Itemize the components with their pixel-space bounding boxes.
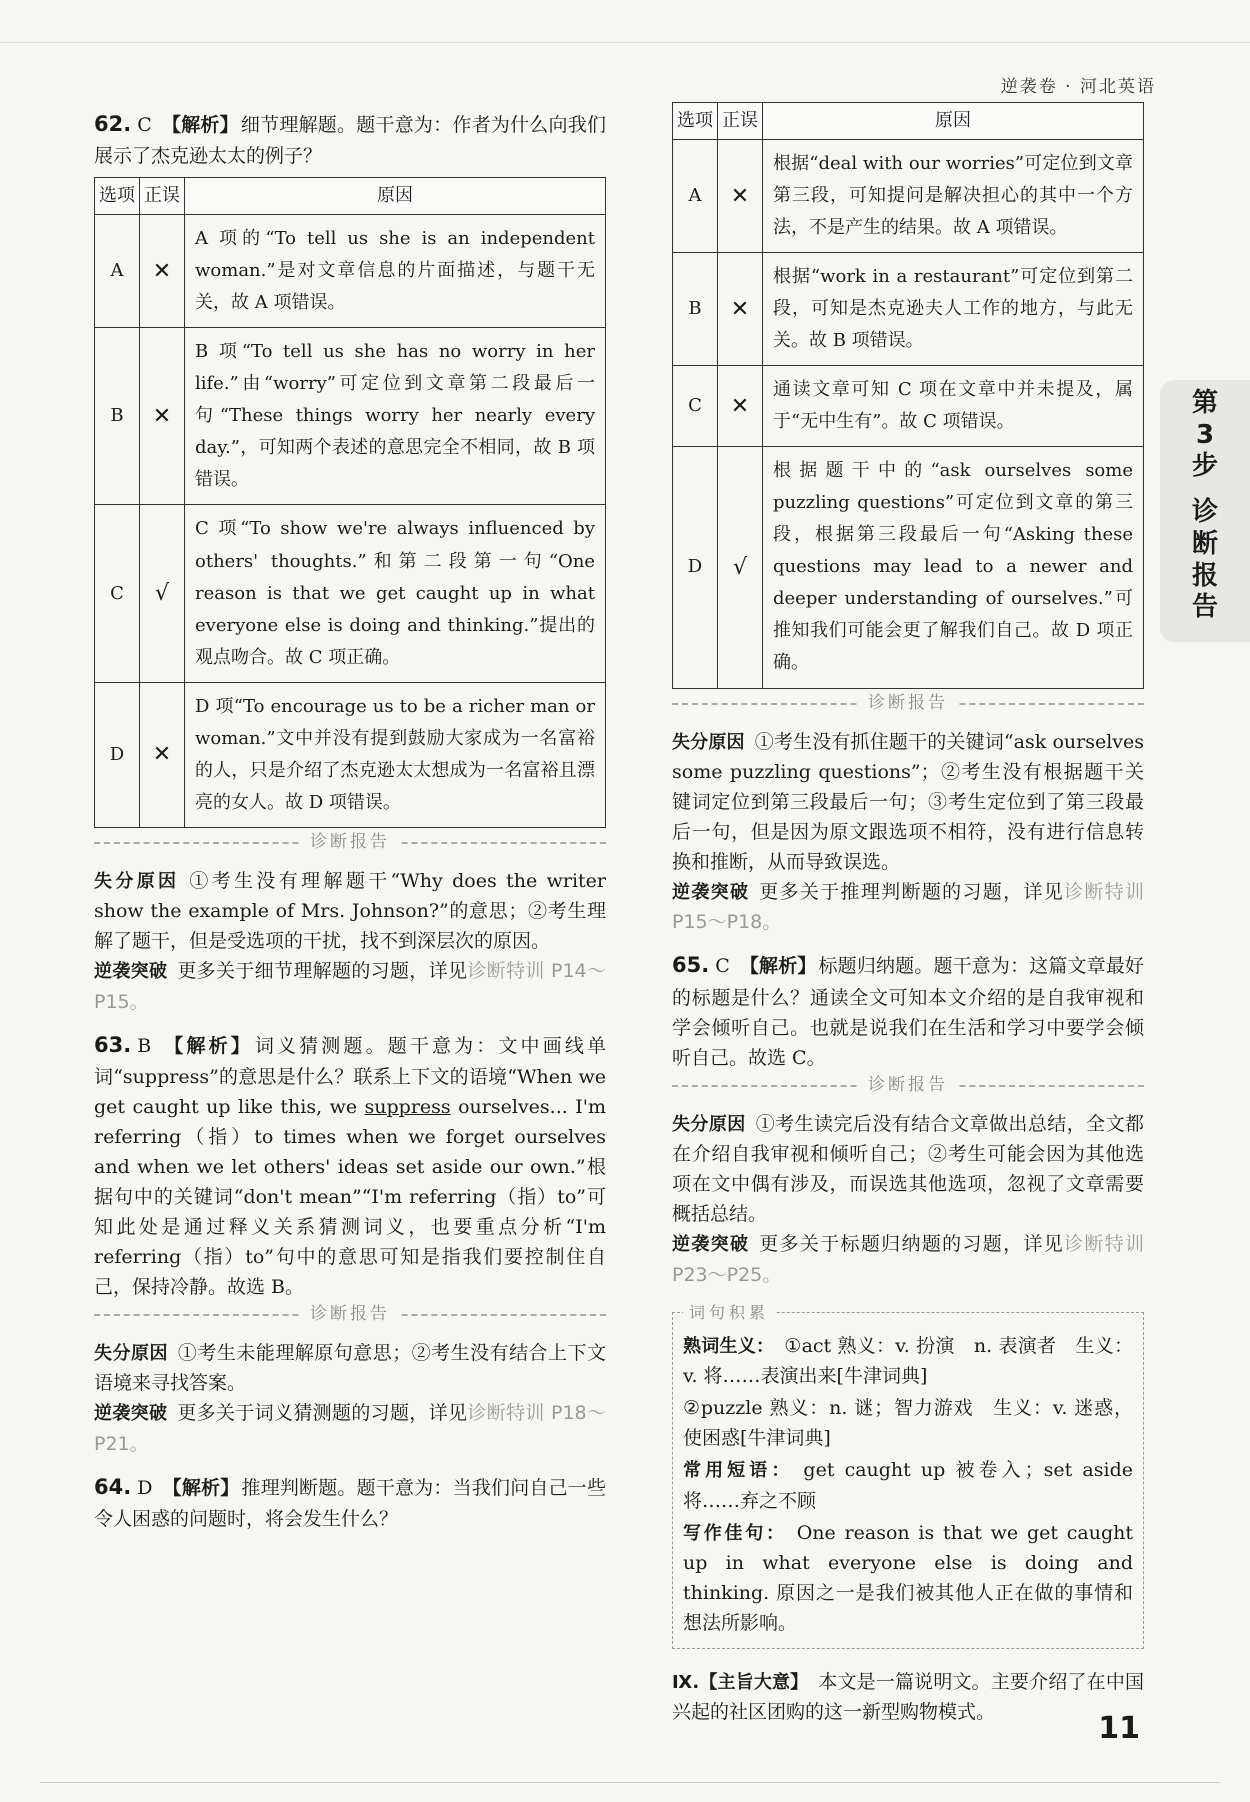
verdict-cell: ✕ — [718, 253, 763, 366]
verdict-cell: ✕ — [718, 366, 763, 447]
left-column — [94, 108, 606, 1538]
running-header: 逆袭卷 · 河北英语 — [1000, 77, 1156, 97]
reference-link: 诊断特训 P15～P18。 — [672, 881, 1144, 934]
section-ix-lead: Ⅸ.【主旨大意】 — [672, 1672, 809, 1694]
diagnosis-divider — [94, 831, 606, 866]
diagnosis-title: 诊断报告 — [860, 690, 956, 717]
diagnosis-divider — [672, 692, 1144, 727]
breakthrough-text: 更多关于词义猜测题的习题，详见 — [177, 1402, 468, 1425]
table-row — [95, 328, 606, 505]
question-62 — [94, 108, 606, 1017]
question-number: 62. — [94, 112, 132, 136]
option-cell: D — [673, 447, 718, 688]
bottom-rule — [40, 1782, 1220, 1783]
loss-label: 失分原因 — [672, 731, 745, 753]
section-ix-text: 本文是一篇说明文。主要介绍了在中国兴起的社区团购的这一新型购物模式。 — [672, 1671, 1144, 1724]
option-cell: A — [95, 215, 140, 328]
header-option: 选项 — [95, 178, 140, 215]
answer-letter: C — [137, 114, 152, 136]
options-table-64 — [672, 102, 1144, 689]
question-text: 推理判断题。题干意为：当我们问自己一些令人困惑的问题时，将会发生什么？ — [94, 1476, 606, 1531]
vocab-label-meanings: 熟词生义： — [683, 1335, 775, 1357]
question-text-cont: ourselves... I'm referring（指）to times when we forget ourselves and when we let others' ideas set aside our own.”根据句中的关键词“don't mean”“I'm referring（指）to”可知此处是通过释义关系猜测词义，也要重点分析“I'm referring（指）to”句中的意思可知是指我们要控制住自己，保持冷静。故选 B。 — [94, 1095, 606, 1298]
vocab-label-sentence: 写作佳句： — [683, 1522, 787, 1544]
breakthrough-label: 逆袭突破 — [672, 882, 750, 903]
header-option: 选项 — [673, 103, 718, 140]
option-cell: B — [673, 253, 718, 366]
page-number: 11 — [1098, 1711, 1140, 1746]
loss-label: 失分原因 — [94, 870, 180, 892]
diagnosis-report — [672, 1074, 1144, 1290]
section-ix-summary — [672, 1667, 1144, 1727]
loss-text: ①考生未能理解原句意思；②考生没有结合上下文语境来寻找答案。 — [94, 1341, 606, 1395]
diagnosis-title: 诊断报告 — [302, 1301, 398, 1328]
table-header-row — [673, 103, 1144, 140]
question-65 — [672, 949, 1144, 1289]
analysis-tag: 【解析】 — [161, 114, 239, 136]
reference-link: 诊断特训 P23～P25。 — [672, 1233, 1144, 1286]
question-text: 标题归纳题。题干意为：这篇文章最好的标题是什么？通读全文可知本文介绍的是自我审视和学会倾听自己。也就是说我们在生活和学习中要学会倾听自己。故选 C。 — [672, 955, 1144, 1069]
reason-cell: D 项“To encourage us to be a richer man or woman.”文中并没有提到鼓励大家成为一名富裕的人，只是介绍了杰克逊太太想成为一名富裕且漂亮的女人。故 D 项错误。 — [185, 682, 606, 827]
table-header-row — [95, 178, 606, 215]
reason-cell: 根据题干中的“ask ourselves some puzzling questions”可定位到文章的第三段，根据第三段最后一句“Asking these questions may lead to a newer and deeper understanding of ourselves.”可推知我们可能会更了解我们自己。故 D 项正确。 — [763, 447, 1144, 688]
verdict-cell: ✕ — [718, 140, 763, 253]
vocabulary-box — [672, 1302, 1144, 1649]
analysis-tag: 【解析】 — [739, 955, 817, 978]
breakthrough-text: 更多关于细节理解题的习题，详见 — [177, 960, 468, 983]
table-row — [673, 140, 1144, 253]
header-reason: 原因 — [763, 103, 1144, 140]
verdict-cell: ✕ — [140, 682, 185, 827]
option-cell: D — [95, 682, 140, 827]
breakthrough-label: 逆袭突破 — [94, 961, 168, 983]
reference-link: 诊断特训 P14～P15。 — [94, 960, 606, 1013]
loss-text: ①考生读完后没有结合文章做出总结，全文都在介绍自我审视和倾听自己；②考生可能会因为其他选项在文中偶有涉及，而误选其他选项，忽视了文章需要概括总结。 — [672, 1112, 1144, 1226]
reason-cell: 根据“deal with our worries”可定位到文章第三段，可知提问是解决担心的其中一个方法，不是产生的结果。故 A 项错误。 — [763, 140, 1144, 253]
verdict-cell: √ — [718, 447, 763, 688]
question-64 — [94, 1471, 606, 1534]
right-column — [672, 108, 1144, 1727]
vocab-line: ①act 熟义：v. 扮演 n. 表演者 生义：v. 将……表演出来[牛津词典] — [683, 1334, 1133, 1388]
breakthrough-text: 更多关于标题归纳题的习题，详见 — [759, 1233, 1065, 1256]
vocab-line: get caught up 被卷入；set aside 将……弃之不顾 — [683, 1459, 1133, 1512]
question-number: 65. — [672, 953, 710, 978]
breakthrough-label: 逆袭突破 — [94, 1403, 168, 1425]
reason-cell: B 项“To tell us she has no worry in her life.”由“worry”可定位到文章第二段最后一句“These things worry her nearly every day.”，可知两个表述的意思完全不相同，故 B 项错误。 — [185, 328, 606, 505]
diagnosis-title: 诊断报告 — [302, 829, 398, 856]
verdict-cell: ✕ — [140, 328, 185, 505]
option-cell: B — [95, 328, 140, 505]
side-step-tab — [1160, 380, 1250, 642]
question-text: 细节理解题。题干意为：作者为什么向我们展示了杰克逊太太的例子？ — [94, 114, 606, 168]
vocabulary-title: 词句积累 — [683, 1300, 775, 1325]
table-row — [95, 505, 606, 682]
question-text: 词义猜测题。题干意为：文中画线单词“suppress”的意思是什么？联系上下文的语境“When we get caught up like this, we — [94, 1034, 606, 1118]
table-row — [673, 447, 1144, 688]
reference-link: 诊断特训 P18～P21。 — [94, 1402, 606, 1455]
vocab-label-phrases: 常用短语： — [683, 1460, 794, 1482]
diagnosis-report — [94, 831, 606, 1017]
analysis-tag: 【解析】 — [162, 1476, 240, 1499]
table-row — [95, 215, 606, 328]
table-row — [673, 366, 1144, 447]
vocab-line: One reason is that we get caught up in what everyone else is doing and thinking. 原因之一是我们被其他人正在做的事情和想法所影响。 — [683, 1521, 1134, 1635]
answer-letter: C — [715, 955, 730, 978]
loss-text: ①考生没有理解题干“Why does the writer show the example of Mrs. Johnson?”的意思；②考生理解了题干，但是受选项的干扰，找不到深层次的原因。 — [94, 869, 606, 953]
option-cell: C — [95, 505, 140, 682]
answer-letter: D — [137, 1476, 153, 1499]
reason-cell: C 项“To show we're always influenced by others' thoughts.”和第二段第一句“One reason is that we get caught up in what everyone else is doing and thinking.”提出的观点吻合。故 C 项正确。 — [185, 505, 606, 682]
verdict-cell: ✕ — [140, 215, 185, 328]
answer-letter: B — [137, 1034, 152, 1057]
underlined-word: suppress — [364, 1095, 451, 1118]
option-cell: A — [673, 140, 718, 253]
diagnosis-report — [672, 692, 1144, 938]
diagnosis-divider — [94, 1303, 606, 1338]
table-row — [95, 682, 606, 827]
diagnosis-divider — [672, 1074, 1144, 1109]
loss-label: 失分原因 — [672, 1113, 746, 1135]
table-row — [673, 253, 1144, 366]
loss-label: 失分原因 — [94, 1342, 168, 1364]
diagnosis-report — [94, 1303, 606, 1459]
verdict-cell: √ — [140, 505, 185, 682]
question-number: 64. — [94, 1474, 132, 1499]
breakthrough-text: 更多关于推理判断题的习题，详见 — [759, 881, 1065, 903]
side-tab-step: 第3步 — [1191, 388, 1218, 482]
analysis-tag: 【解析】 — [161, 1034, 253, 1057]
question-63 — [94, 1029, 606, 1459]
top-rule — [0, 42, 1250, 43]
reason-cell: 根据“work in a restaurant”可定位到第二段，可知是杰克逊夫人工作的地方，与此无关。故 B 项错误。 — [763, 253, 1144, 366]
header-reason: 原因 — [185, 178, 606, 215]
diagnosis-title: 诊断报告 — [860, 1072, 956, 1099]
vocab-line: ②puzzle 熟义：n. 谜；智力游戏 生义：v. 迷惑，使困惑[牛津词典] — [683, 1397, 1133, 1450]
question-number: 63. — [94, 1032, 132, 1057]
reason-cell: 通读文章可知 C 项在文章中并未提及，属于“无中生有”。故 C 项错误。 — [763, 366, 1144, 447]
loss-text: ①考生没有抓住题干的关键词“ask ourselves some puzzling questions”；②考生没有根据题干关键词定位到第三段最后一句；③考生定位到了第三段最后一句，但是因为原文跟选项不相符，没有进行信息转换和推断，从而导致误选。 — [672, 730, 1144, 873]
header-verdict: 正误 — [718, 103, 763, 140]
breakthrough-label: 逆袭突破 — [672, 1234, 750, 1256]
reason-cell: A 项的“To tell us she is an independent woman.”是对文章信息的片面描述，与题干无关，故 A 项错误。 — [185, 215, 606, 328]
options-table — [94, 177, 606, 828]
header-verdict: 正误 — [140, 178, 185, 215]
side-tab-title: 诊断报告 — [1191, 497, 1218, 623]
option-cell: C — [673, 366, 718, 447]
